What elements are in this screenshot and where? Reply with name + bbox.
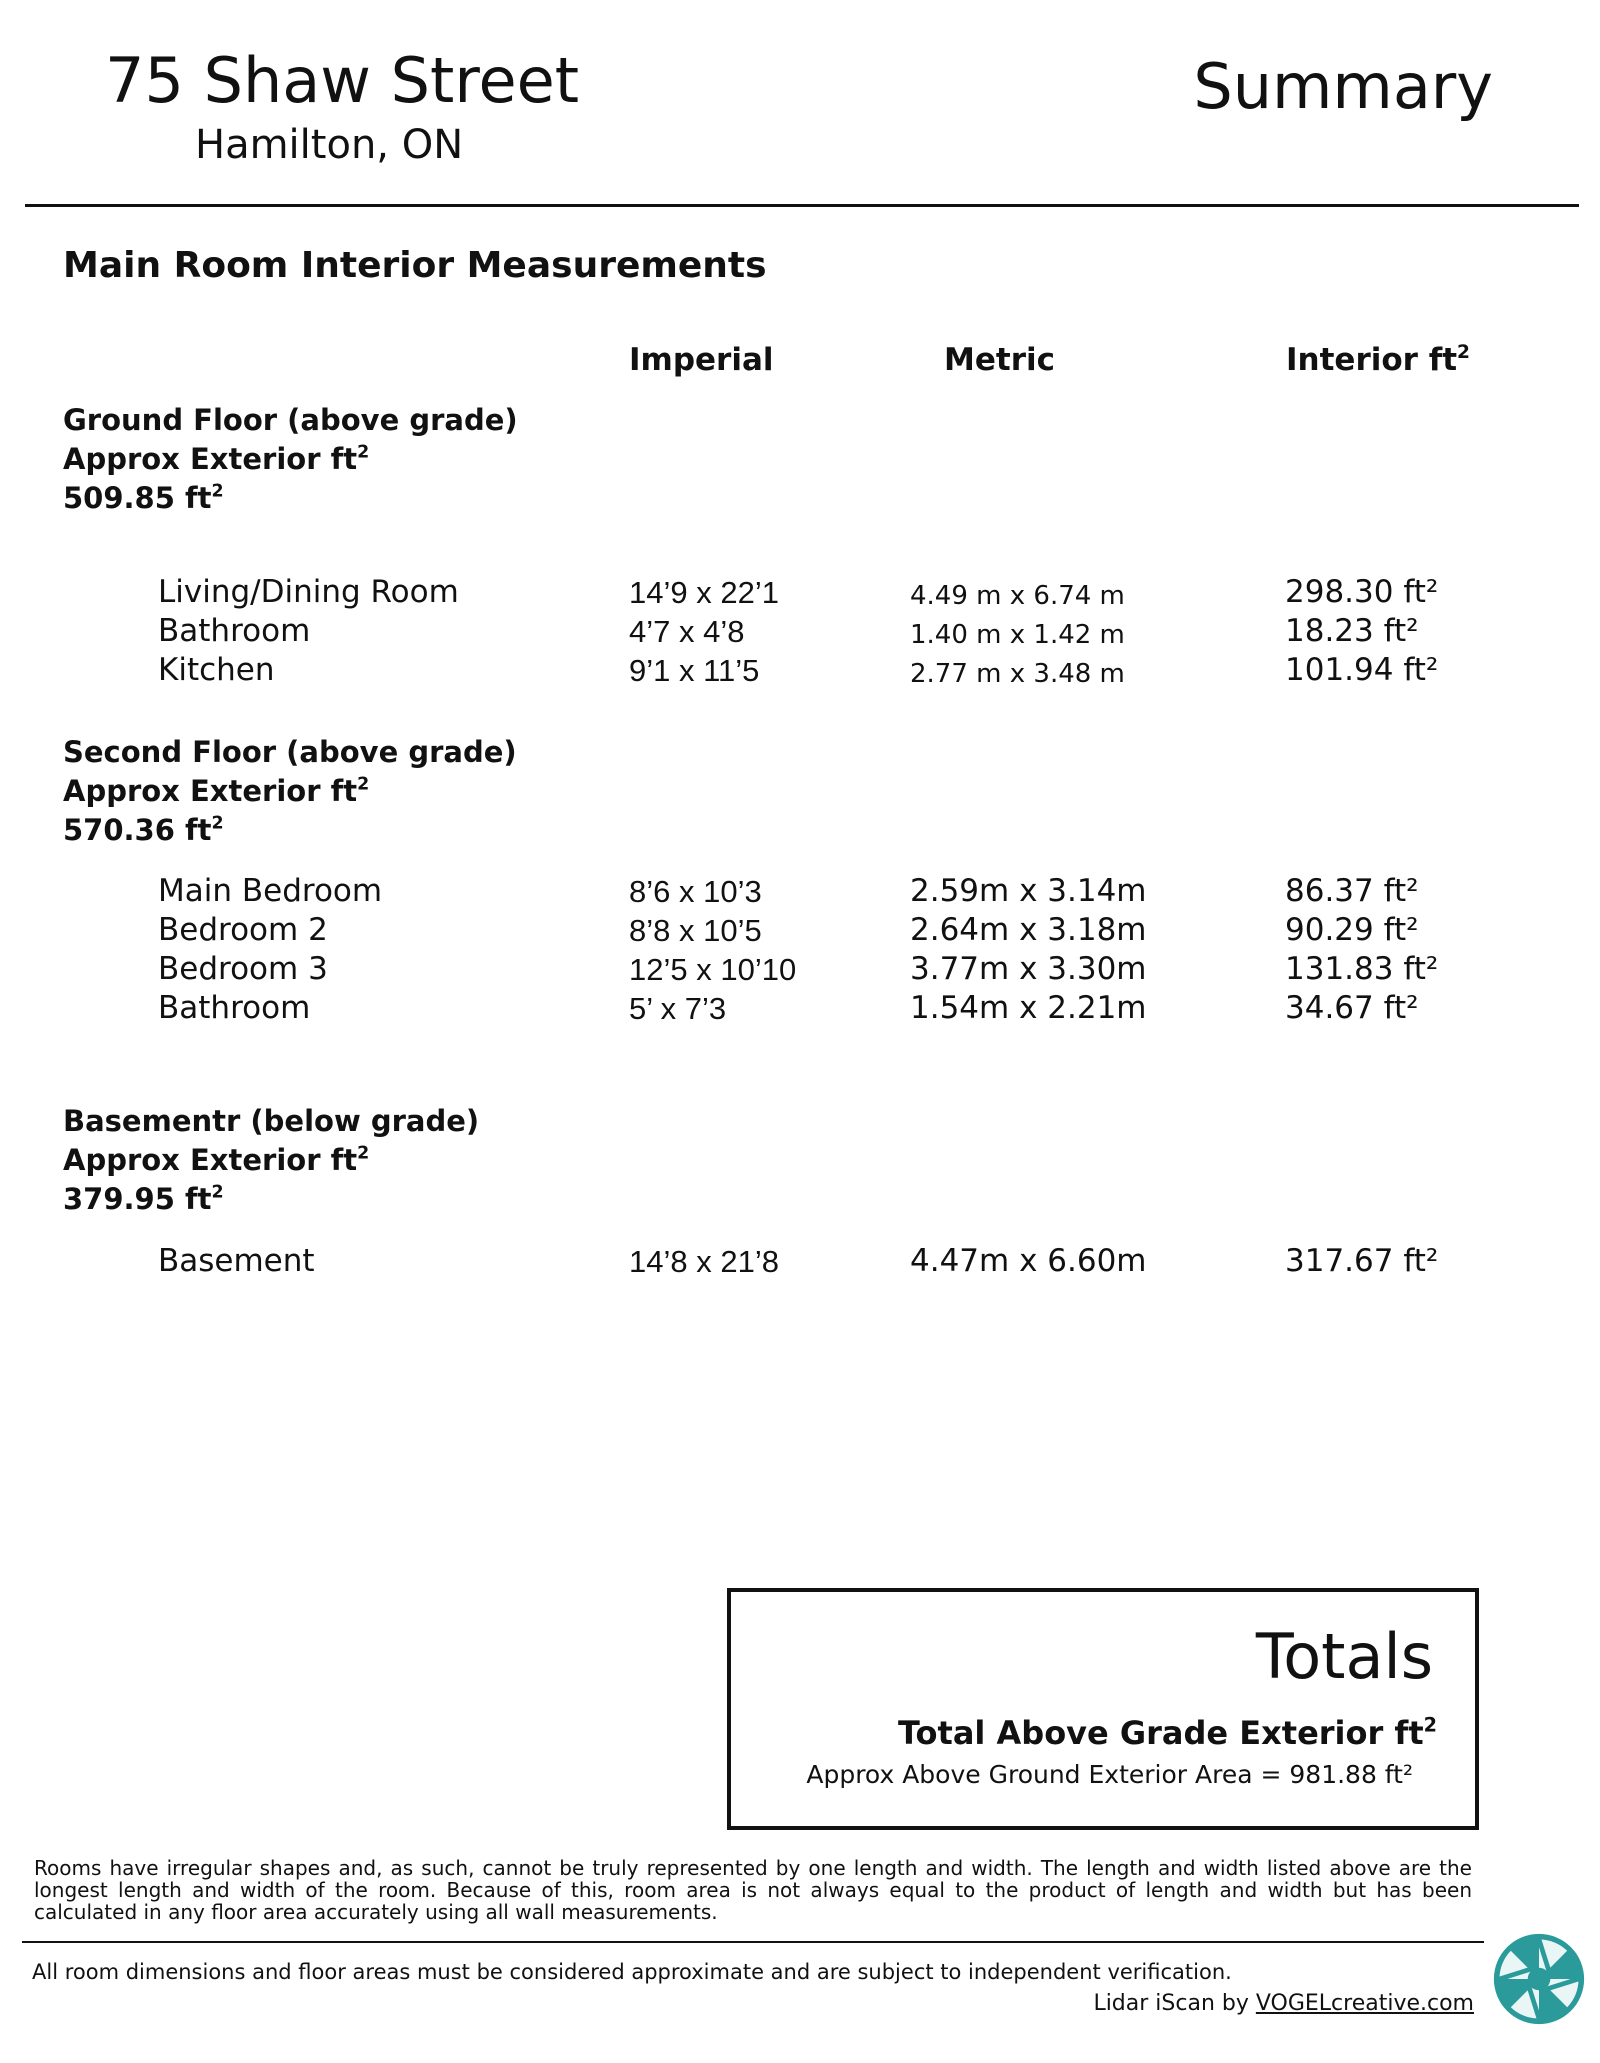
disclaimer-text: Rooms have irregular shapes and, as such, cannot be truly represented by one length and width. The length and width listed above are the longest length and width of the room. Because of this, room area is not always equal to the product of length and width but has been calculated in any floor area accurately using all wall measurements. (34, 1856, 1472, 1924)
room-name: Bedroom 3 (158, 951, 328, 987)
column-header-area (1286, 342, 1470, 378)
totals-title: Totals (1255, 1620, 1433, 1693)
floor-exterior-value: 509.85 $ft^2$ (63, 481, 224, 515)
room-area: 86.37 ft² (1285, 873, 1419, 909)
table-row (0, 1242, 1600, 1281)
table-row (0, 911, 1600, 950)
floor-name: Ground Floor (above grade) (63, 403, 518, 437)
column-header-area-label: Interior ft (1286, 342, 1458, 378)
address-line-2: Hamilton, ON (195, 122, 464, 168)
room-area: 298.30 ft² (1285, 574, 1439, 610)
floor-name: Second Floor (above grade) (63, 735, 517, 769)
room-imperial: 14’8 x 21’8 (629, 1244, 779, 1279)
room-imperial: 8’8 x 10’5 (629, 913, 762, 948)
table-row (0, 950, 1600, 989)
credit-line (1093, 1991, 1474, 2016)
room-name: Kitchen (158, 652, 275, 688)
room-imperial: 9’1 x 11’5 (629, 653, 760, 688)
room-name: Bedroom 2 (158, 912, 328, 948)
room-name: Basement (158, 1243, 315, 1279)
room-metric: 3.77m x 3.30m (910, 951, 1147, 987)
approximation-note: All room dimensions and floor areas must be considered approximate and are subject to independent verification. (32, 1960, 1232, 1984)
table-row (0, 573, 1600, 612)
section-title: Main Room Interior Measurements (63, 245, 767, 286)
room-imperial: 4’7 x 4’8 (629, 614, 745, 649)
floor-exterior-label: Approx Exterior $ft^2$ (63, 774, 370, 808)
room-metric: 1.54m x 2.21m (910, 990, 1147, 1026)
room-metric: 2.77 m x 3.48 m (910, 659, 1125, 689)
table-row (0, 989, 1600, 1028)
aperture-logo-icon (1492, 1932, 1586, 2026)
room-name: Main Bedroom (158, 873, 383, 909)
room-area: 34.67 ft² (1285, 990, 1419, 1026)
room-imperial: 5’ x 7’3 (629, 991, 727, 1026)
room-metric: 2.64m x 3.18m (910, 912, 1147, 948)
floor-exterior-label: Approx Exterior $ft^2$ (63, 1143, 370, 1177)
column-header-area-sup: 2 (1457, 341, 1470, 363)
room-metric: 2.59m x 3.14m (910, 873, 1147, 909)
totals-box (727, 1588, 1479, 1830)
vogelcreative-link[interactable]: VOGELcreative.com (1255, 1991, 1474, 2016)
room-name: Bathroom (158, 613, 311, 649)
floor-exterior-value: 570.36 $ft^2$ (63, 813, 224, 847)
floor-heading (63, 1102, 479, 1219)
page-title: Summary (1193, 50, 1493, 123)
floor-exterior-label: Approx Exterior $ft^2$ (63, 442, 370, 476)
room-imperial: 12’5 x 10’10 (629, 952, 797, 987)
room-imperial: 8’6 x 10’3 (629, 874, 762, 909)
totals-subtitle: Total Above Grade Exterior $ft^2$ (897, 1713, 1437, 1752)
table-row (0, 651, 1600, 690)
room-metric: 1.40 m x 1.42 m (910, 620, 1125, 650)
room-name: Living/Dining Room (158, 574, 459, 610)
column-header-metric: Metric (944, 342, 1055, 378)
room-imperial: 14’9 x 22’1 (629, 575, 779, 610)
room-area: 131.83 ft² (1285, 951, 1439, 987)
table-row (0, 872, 1600, 911)
credit-prefix: Lidar iScan by (1093, 1991, 1256, 2016)
room-area: 90.29 ft² (1285, 912, 1419, 948)
room-area: 317.67 ft² (1285, 1243, 1439, 1279)
room-area: 101.94 ft² (1285, 652, 1439, 688)
room-metric: 4.49 m x 6.74 m (910, 581, 1125, 611)
address-line-1: 75 Shaw Street (105, 44, 580, 117)
footer-divider (22, 1941, 1484, 1943)
table-row (0, 612, 1600, 651)
room-name: Bathroom (158, 990, 311, 1026)
room-area: 18.23 ft² (1285, 613, 1419, 649)
room-metric: 4.47m x 6.60m (910, 1243, 1147, 1279)
floor-name: Basementr (below grade) (63, 1104, 480, 1138)
floor-heading (63, 401, 518, 518)
column-header-imperial: Imperial (629, 342, 774, 378)
floor-heading (63, 733, 517, 850)
totals-area-line: Approx Above Ground Exterior Area = 981.88 ft² (806, 1760, 1413, 1789)
floor-exterior-value: 379.95 $ft^2$ (63, 1182, 224, 1216)
header-divider (25, 204, 1579, 207)
